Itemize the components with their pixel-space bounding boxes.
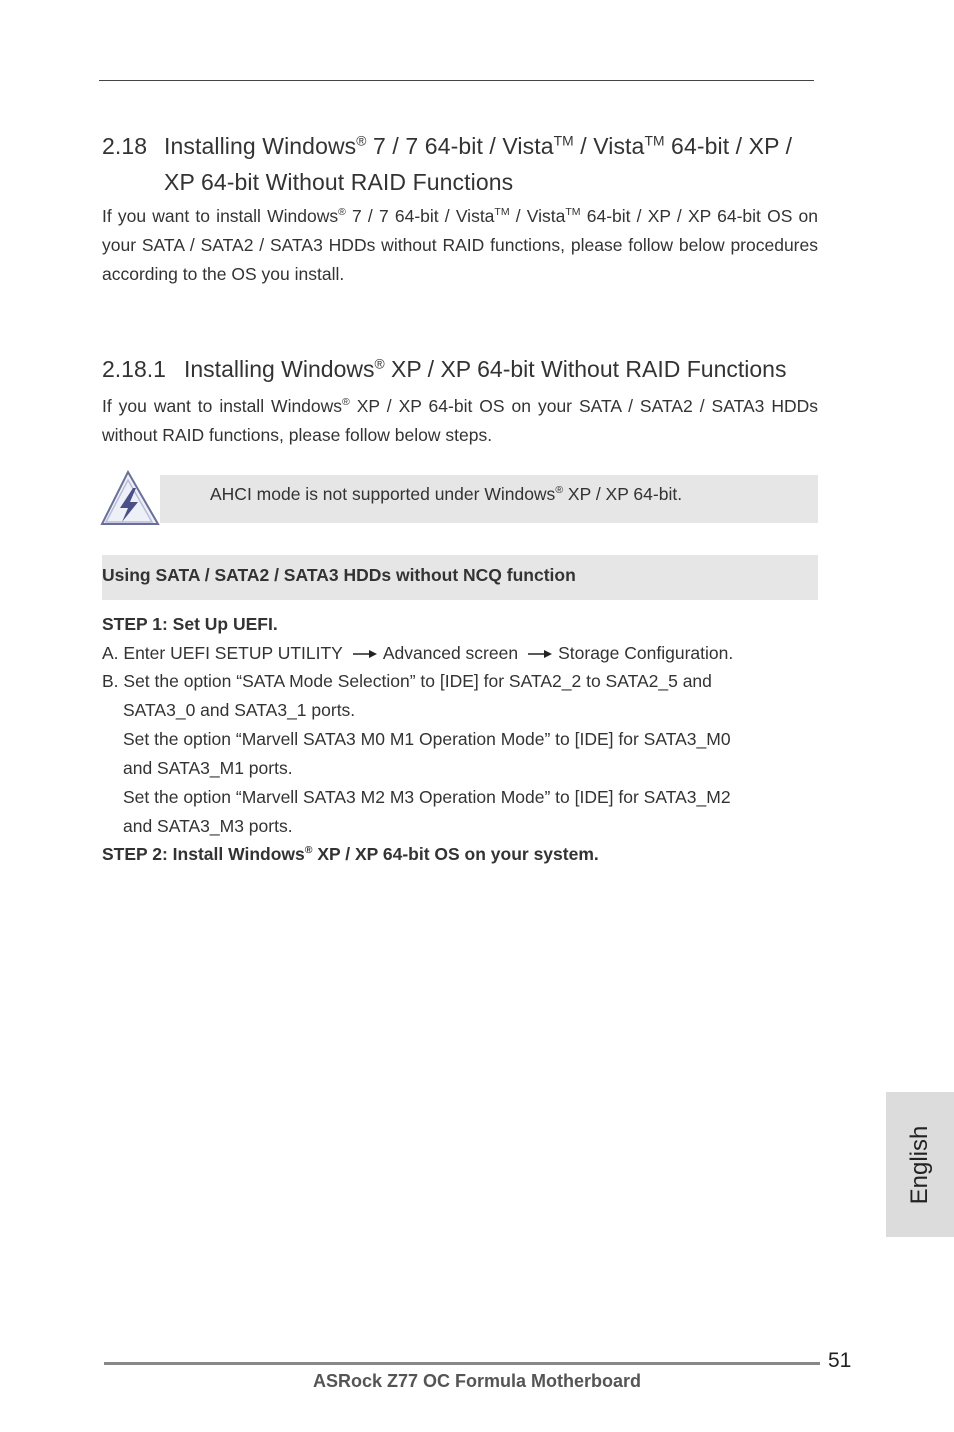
subsection-intro-paragraph: If you want to install Windows® XP / XP 64-bit OS on your SATA / SATA2 / SATA3 HDDs without RAID functions, please follow below steps. [102,396,818,445]
section-heading-line2: XP 64-bit Without RAID Functions [164,169,514,195]
top-rule [99,80,814,81]
warning-lightning-icon [100,470,160,526]
step-b-line1: B. Set the option “SATA Mode Selection” to [IDE] for SATA2_2 to SATA2_5 and [102,671,712,691]
ncq-section-title: Using SATA / SATA2 / SATA3 HDDs without NCQ function [102,565,576,585]
step-b-line3: Set the option “Marvell SATA3 M0 M1 Operation Mode” to [IDE] for SATA3_M0 [123,729,731,749]
bottom-rule [104,1362,820,1365]
language-label: English [906,1125,933,1204]
arrow-right-icon [528,649,552,659]
section-number: 2.18 [102,133,148,159]
step2-title: STEP 2: Install Windows® XP / XP 64-bit OS on your system. [102,844,599,864]
section-heading: 2.18 Installing Windows® 7 / 7 64-bit / Vista™ / Vista™ 64-bit / XP / XP 64-bit Without RAID Functions [102,128,792,200]
step1-title: STEP 1: Set Up UEFI. [102,614,278,634]
page-number: 51 [828,1349,852,1372]
footer-title: ASRock Z77 OC Formula Motherboard [312,1371,642,1391]
step-b-line6: and SATA3_M3 ports. [123,816,293,836]
step-b-line4: and SATA3_M1 ports. [123,758,293,778]
subsection-number: 2.18.1 [102,356,166,382]
language-side-tab [886,1092,954,1237]
arrow-right-icon [353,649,377,659]
step-b-line2: SATA3_0 and SATA3_1 ports. [123,700,356,720]
subsection-heading: 2.18.1 Installing Windows® XP / XP 64-bit Without RAID Functions [102,356,787,382]
note-text: AHCI mode is not supported under Windows® XP / XP 64-bit. [210,484,683,504]
section-intro-paragraph: If you want to install Windows® 7 / 7 64-bit / Vista™ / Vista™ 64-bit / XP / XP 64-bit OS on your SATA / SATA2 / SATA3 HDDs without RAID functions, please follow below procedures according to the OS you install. [102,206,818,284]
step-b-line5: Set the option “Marvell SATA3 M2 M3 Operation Mode” to [IDE] for SATA3_M2 [123,787,731,807]
step-a-line: A. Enter UEFI SETUP UTILITY Advanced screen Storage Configuration. [102,643,734,663]
